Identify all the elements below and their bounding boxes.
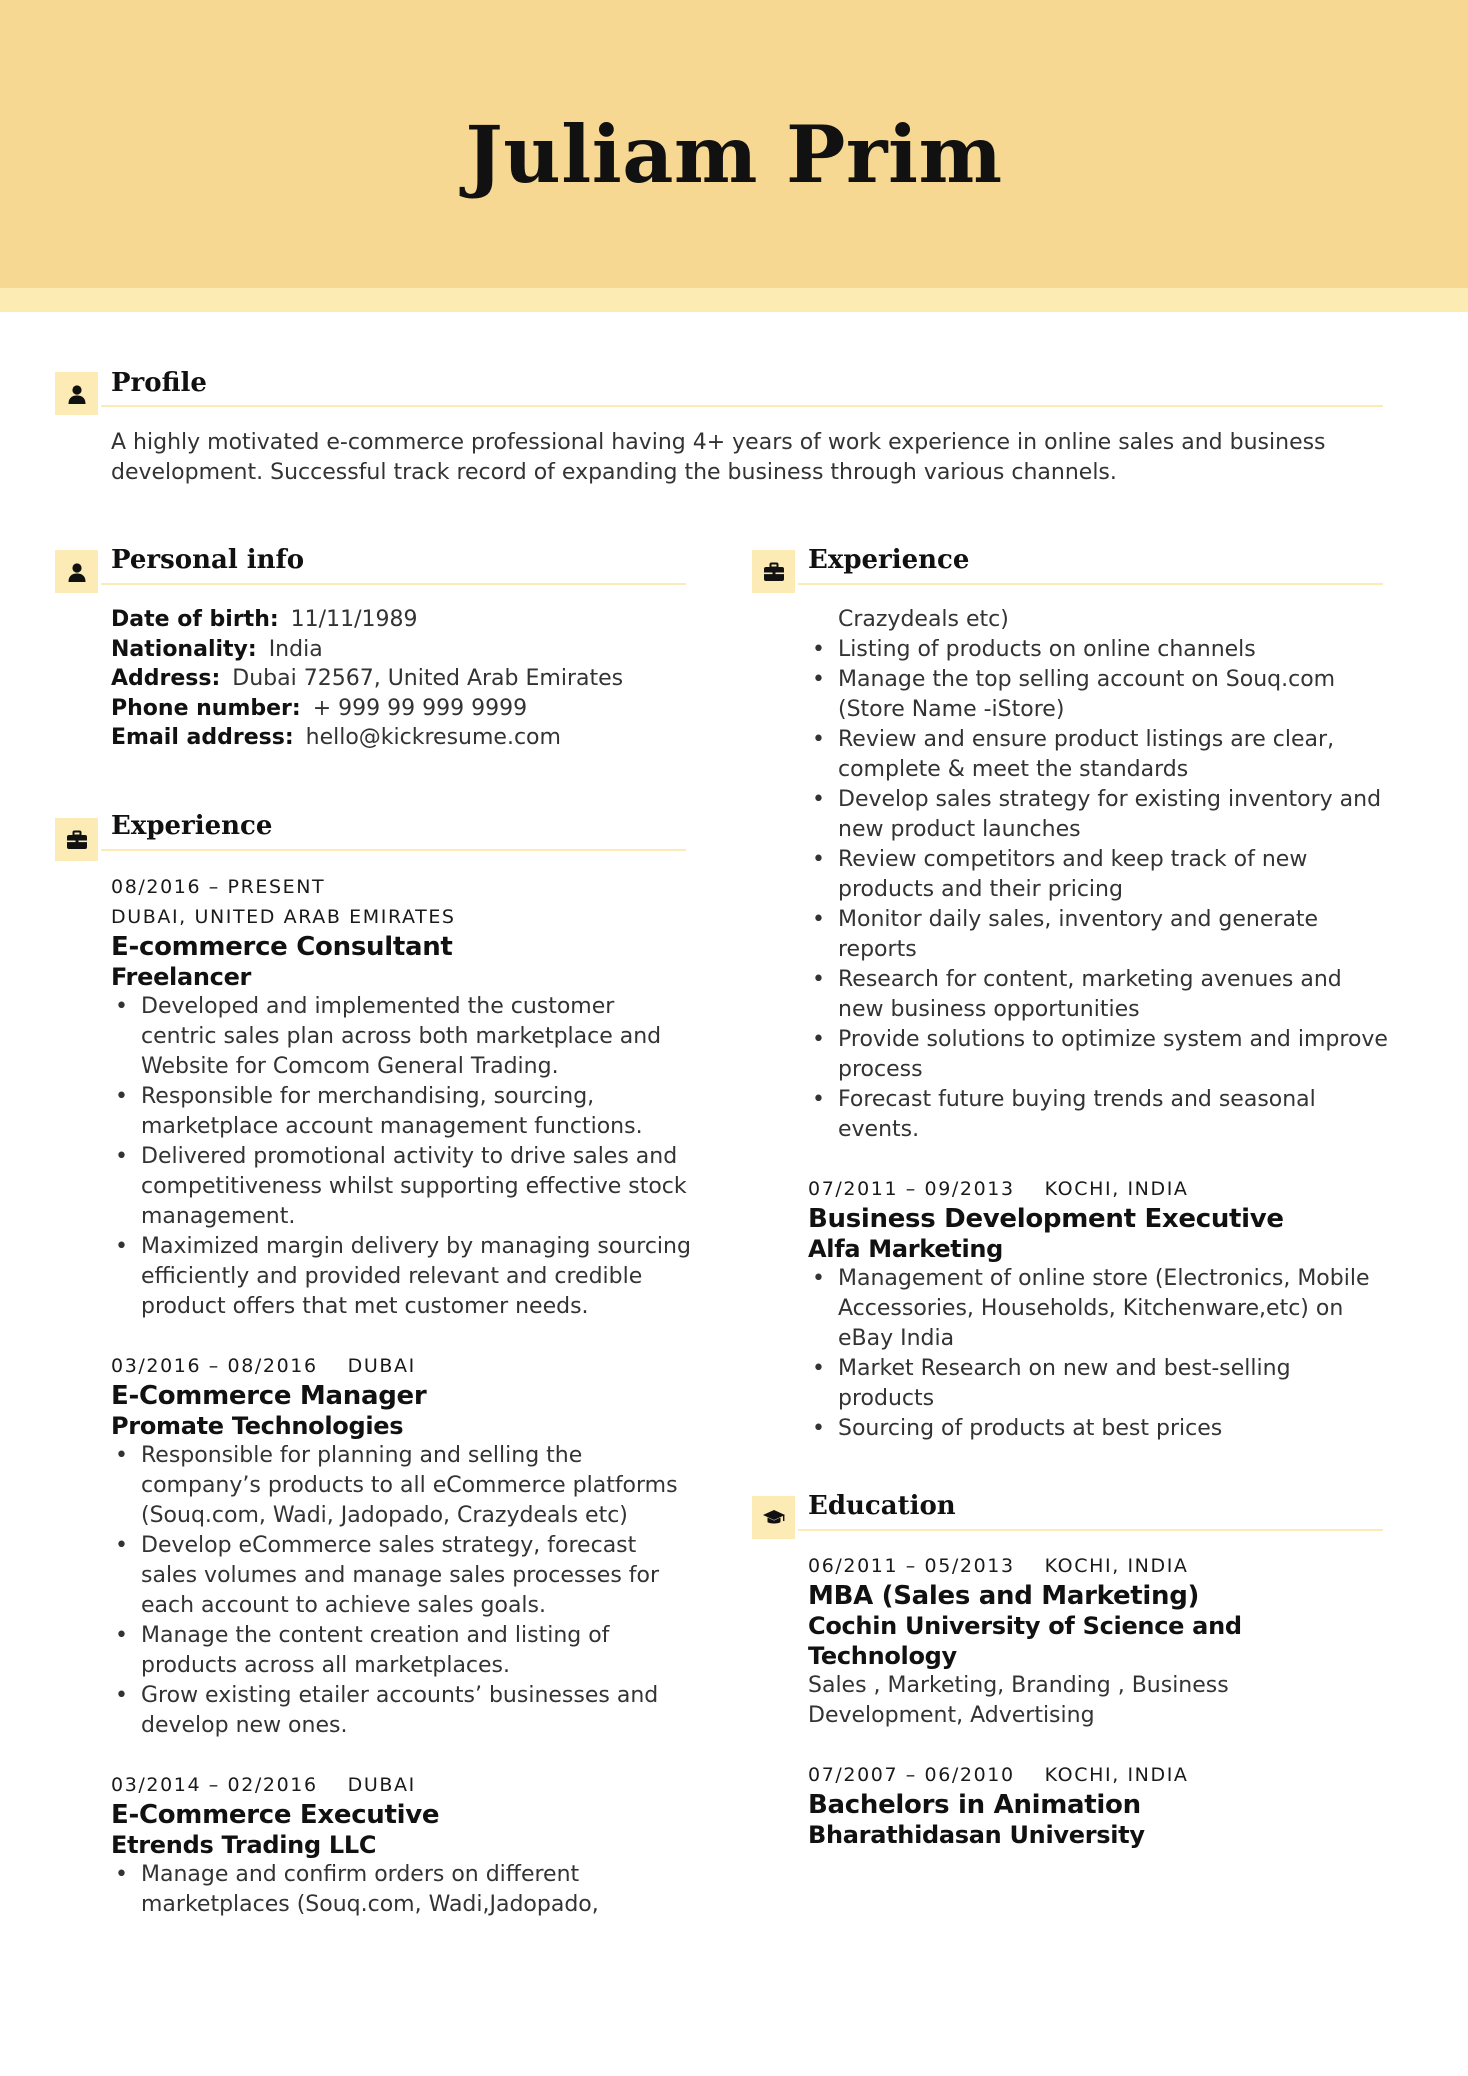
job-bullets <box>111 1441 691 1741</box>
education-dates: 07/2007 – 06/2010 <box>808 1764 1015 1786</box>
list-item: • Sourcing of products at best prices <box>808 1414 1388 1444</box>
education-meta <box>808 1760 1388 1790</box>
job-bullets <box>808 635 1388 1145</box>
job-title: E-Commerce Executive <box>111 1800 440 1830</box>
experience-continued-title: Experience <box>808 545 970 575</box>
list-item: • Responsible for merchandising, sourcing, marketplace account management functions. <box>111 1082 691 1142</box>
list-item: • Manage the content creation and listing of products across all marketplaces. <box>111 1621 691 1681</box>
job-location: DUBAI, UNITED ARAB EMIRATES <box>111 906 456 928</box>
job-company: Etrends Trading LLC <box>111 1831 377 1859</box>
list-item: • Manage the top selling account on Souq.com (Store Name -iStore) <box>808 665 1388 725</box>
job-dates: 03/2014 – 02/2016 <box>111 1774 318 1796</box>
list-item: • Grow existing etailer accounts’ businesses and develop new ones. <box>111 1681 691 1741</box>
job-company: Freelancer <box>111 963 252 991</box>
profile-text: A highly motivated e-commerce professional having 4+ years of work experience in online sales and business development. Successful track record of expanding the business through various channels. <box>111 430 1326 485</box>
job-meta <box>111 1770 691 1800</box>
list-item: • Forecast future buying trends and seasonal events. <box>808 1085 1388 1145</box>
list-item: • Delivered promotional activity to drive sales and competitiveness whilst supporting effective stock management. <box>111 1142 691 1232</box>
list-item: • Developed and implemented the customer centric sales plan across both marketplace and Website for Comcom General Trading. <box>111 992 691 1082</box>
personal-info-title: Personal info <box>111 545 305 575</box>
job-company: Promate Technologies <box>111 1412 404 1440</box>
briefcase-icon <box>752 550 795 593</box>
list-item: • Manage and confirm orders on different marketplaces (Souq.com, Wadi,Jadopado, <box>111 1860 691 1920</box>
education-column <box>808 1551 1388 1850</box>
education-dates: 06/2011 – 05/2013 <box>808 1555 1015 1577</box>
education-location: KOCHI, INDIA <box>1044 1555 1189 1577</box>
list-item: • Maximized margin delivery by managing sourcing efficiently and provided relevant and credible product offers that met customer needs. <box>111 1232 691 1322</box>
experience-title: Experience <box>111 811 273 841</box>
list-item: • Management of online store (Electronics, Mobile Accessories, Households, Kitchenware,etc) on eBay India <box>808 1264 1388 1354</box>
experience-left-column <box>111 872 691 1920</box>
job-dates: 03/2016 – 08/2016 <box>111 1355 318 1377</box>
personal-info-row: Address: Dubai 72567, United Arab Emirates <box>111 666 624 691</box>
job-location: DUBAI <box>347 1355 416 1377</box>
school-name: Bharathidasan University <box>808 1821 1145 1849</box>
degree-title: MBA (Sales and Marketing) <box>808 1581 1200 1611</box>
experience-divider <box>101 849 686 851</box>
job-meta <box>808 1174 1388 1204</box>
job-location: KOCHI, INDIA <box>1044 1178 1189 1200</box>
list-item: • Review competitors and keep track of new products and their pricing <box>808 845 1388 905</box>
job-meta <box>111 1351 691 1381</box>
job-bullets <box>111 1860 691 1920</box>
list-item: • Provide solutions to optimize system and improve process <box>808 1025 1388 1085</box>
header-band <box>0 288 1468 312</box>
education-location: KOCHI, INDIA <box>1044 1764 1189 1786</box>
list-item: • Research for content, marketing avenues and new business opportunities <box>808 965 1388 1025</box>
list-item: • Review and ensure product listings are clear, complete & meet the standards <box>808 725 1388 785</box>
degree-title: Bachelors in Animation <box>808 1790 1141 1820</box>
job-bullets <box>808 1264 1388 1444</box>
job-bullets <box>111 992 691 1322</box>
list-item: • Monitor daily sales, inventory and generate reports <box>808 905 1388 965</box>
profile-divider <box>101 405 1383 407</box>
experience-right-column <box>808 605 1388 1444</box>
list-item: • Market Research on new and best-selling products <box>808 1354 1388 1414</box>
job-title: Business Development Executive <box>808 1204 1284 1234</box>
job-dates: 08/2016 – PRESENT <box>111 876 326 898</box>
continued-bullet-text: Crazydeals etc) <box>838 607 1009 632</box>
job-title: E-Commerce Manager <box>111 1381 427 1411</box>
education-title: Education <box>808 1491 956 1521</box>
job-location: DUBAI <box>347 1774 416 1796</box>
education-meta <box>808 1551 1388 1581</box>
personal-info-row: Date of birth: 11/11/1989 <box>111 607 418 632</box>
profile-title: Profile <box>111 368 207 398</box>
education-divider <box>798 1529 1383 1531</box>
school-name: Cochin University of Science and Technology <box>808 1612 1242 1670</box>
personal-info-divider <box>101 583 686 585</box>
personal-info-row: Email address: hello@kickresume.com <box>111 725 561 750</box>
briefcase-icon <box>55 818 98 861</box>
user-icon <box>55 372 98 415</box>
job-title: E-commerce Consultant <box>111 932 453 962</box>
personal-info-row: Phone number: + 999 99 999 9999 <box>111 696 528 721</box>
personal-info-row: Nationality: India <box>111 637 323 662</box>
list-item: • Listing of products on online channels <box>808 635 1388 665</box>
candidate-name: Juliam Prim <box>465 108 1003 201</box>
job-company: Alfa Marketing <box>808 1235 1004 1263</box>
list-item: • Develop eCommerce sales strategy, forecast sales volumes and manage sales processes for each account to achieve sales goals. <box>111 1531 691 1621</box>
list-item: • Responsible for planning and selling the company’s products to all eCommerce platforms (Souq.com, Wadi, Jadopado, Crazydeals etc) <box>111 1441 691 1531</box>
education-description: Sales , Marketing, Branding , Business Development, Advertising <box>808 1673 1229 1728</box>
list-item: • Develop sales strategy for existing inventory and new product launches <box>808 785 1388 845</box>
experience-continued-divider <box>798 583 1383 585</box>
job-dates: 07/2011 – 09/2013 <box>808 1178 1015 1200</box>
graduation-cap-icon <box>752 1496 795 1539</box>
user-icon <box>55 550 98 593</box>
